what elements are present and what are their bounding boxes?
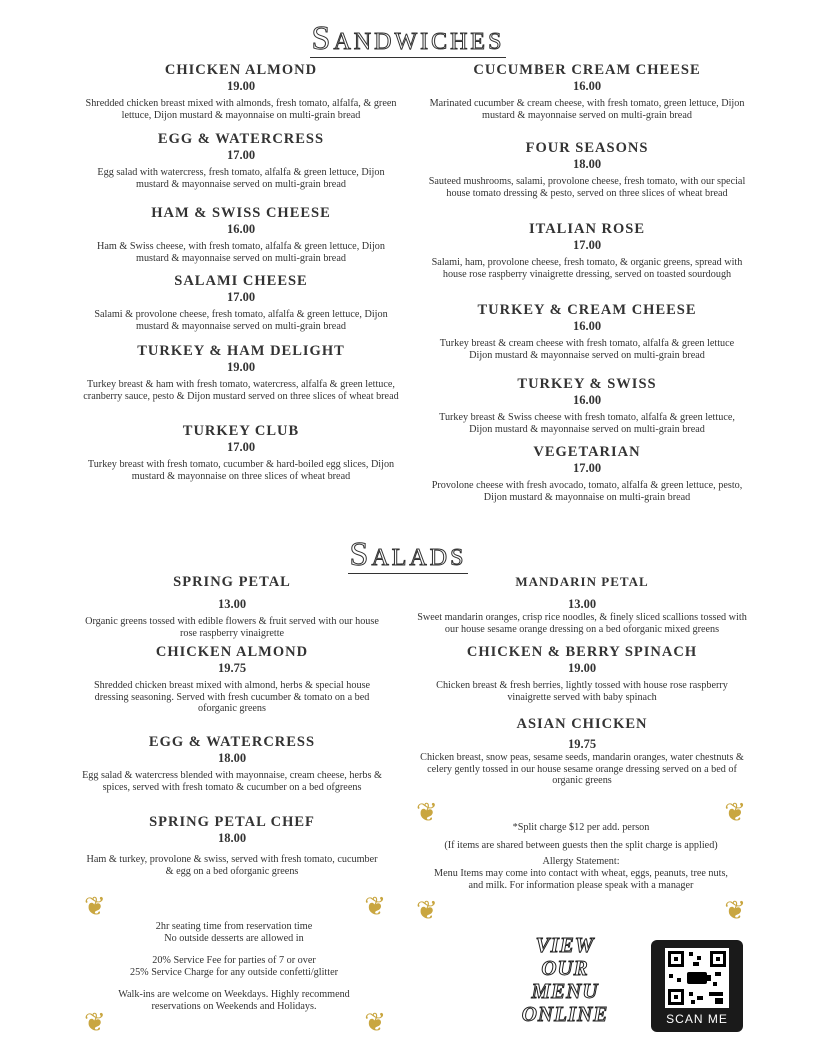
menu-item [82, 205, 400, 264]
menu-item [82, 734, 382, 793]
menu-item [82, 131, 400, 190]
item-description: Salami, ham, provolone cheese, fresh tomato, & organic greens, spread with house rose raspberry vinaigrette dressing, served on toasted sourdough [431, 257, 743, 280]
item-price: 16.00 [226, 222, 256, 236]
item-description: Ham & turkey, provolone & swiss, served with fresh tomato, cucumber & egg on a bed oforganic greens [86, 854, 378, 877]
item-description: Sauteed mushrooms, salami, provolone cheese, fresh tomato, with our special house tomato dressing & pesto, served on three slices of wheat bread [428, 176, 746, 199]
item-description: Chicken breast, snow peas, sesame seeds, mandarin oranges, water chestnuts & celery gently tossed in our house sesame orange dressing served on a bed of organic greens [420, 752, 744, 786]
item-name: TURKEY & CREAM CHEESE [477, 302, 697, 318]
item-description: Salami & provolone cheese, fresh tomato, alfalfa & green lettuce, Dijon mustard & mayonnaise served on multi-grain bread [94, 309, 388, 332]
item-name: SPRING PETAL [173, 574, 291, 590]
split-charge-text: *Split charge $12 per add. person [512, 822, 650, 833]
menu-item [82, 574, 382, 639]
ornament-corner-icon: ❦ [416, 798, 438, 827]
menu-item [428, 221, 746, 280]
item-price: 19.75 [217, 661, 247, 675]
qr-code-badge[interactable] [651, 940, 743, 1032]
item-description: Turkey breast & Swiss cheese with fresh tomato, alfalfa & green lettuce, Dijon mustard & mayonnaise served on multi-grain bread [439, 412, 735, 435]
item-description: Chicken breast & fresh berries, lightly tossed with house rose raspberry vinaigrette served with baby spinach [436, 680, 728, 703]
ornament-corner-icon: ❦ [364, 892, 386, 921]
menu-item [82, 273, 400, 332]
confetti-charge-text: 25% Service Charge for any outside confetti/glitter [129, 967, 339, 978]
menu-item [82, 644, 382, 715]
menu-item [428, 140, 746, 199]
item-price: 19.00 [226, 360, 256, 374]
item-price: 17.00 [572, 461, 602, 475]
ornament-corner-icon: ❦ [724, 896, 746, 925]
menu-item [82, 62, 400, 121]
item-name: HAM & SWISS CHEESE [151, 205, 331, 221]
ornament-corner-icon: ❦ [724, 798, 746, 827]
menu-item [82, 814, 382, 877]
item-price: 19.00 [226, 79, 256, 93]
item-price: 13.00 [217, 597, 247, 611]
item-description: Shredded chicken breast mixed with almonds, fresh tomato, alfalfa, & green lettuce, Dijon mustard & mayonnaise on multi-grain bread [85, 98, 397, 121]
item-name: CUCUMBER CREAM CHEESE [473, 62, 701, 78]
item-name: VEGETARIAN [533, 444, 641, 460]
item-description: Organic greens tossed with edible flowers & fruit served with our house rose raspberry vinaigrette [85, 616, 379, 639]
scan-me-label: SCAN ME [666, 1012, 728, 1026]
item-description: Turkey breast & cream cheese with fresh tomato, alfalfa & green lettuce Dijon mustard & mayonnaise served on multi-grain bread [439, 338, 735, 361]
item-price: 17.00 [226, 290, 256, 304]
item-price: 16.00 [572, 393, 602, 407]
menu-item [414, 716, 750, 787]
menu-item [82, 343, 400, 402]
item-description: Marinated cucumber & cream cheese, with fresh tomato, green lettuce, Dijon mustard & mayonnaise served on multi-grain bread [429, 98, 745, 121]
item-name: SPRING PETAL CHEF [149, 814, 315, 830]
item-price: 18.00 [217, 831, 247, 845]
item-name: TURKEY CLUB [182, 423, 300, 439]
item-description: Provolone cheese with fresh avocado, tomato, alfalfa & green lettuce, pesto, Dijon mustard & mayonnaise on multi-grain bread [431, 480, 743, 503]
item-description: Egg salad & watercress blended with mayonnaise, cream cheese, herbs & spices, served with fresh tomato & cucumber on a bed ofgreens [82, 770, 382, 793]
salads-left-column [82, 574, 382, 894]
item-name: EGG & WATERCRESS [157, 131, 325, 147]
item-name: CHICKEN & BERRY SPINACH [466, 644, 698, 660]
menu-item [414, 574, 750, 635]
item-name: FOUR SEASONS [525, 140, 649, 156]
walk-ins-text: Walk-ins are welcome on Weekdays. Highly recommend reservations on Weekends and Holidays. [118, 989, 350, 1012]
item-name: SALAMI CHEESE [174, 273, 308, 289]
item-price: 17.00 [226, 148, 256, 162]
view-menu-online-text: VIEW OUR MENU ONLINE [521, 933, 609, 1026]
allergy-title: Allergy Statement: [542, 856, 620, 867]
salads-right-column [414, 574, 750, 804]
menu-item [414, 644, 750, 703]
item-price: 16.00 [572, 79, 602, 93]
item-description: Sweet mandarin oranges, crisp rice noodles, & finely sliced scallions tossed with our house sesame orange dressing on a bed oforganic mixed greens [417, 612, 747, 635]
menu-item [428, 62, 746, 121]
item-name: ASIAN CHICKEN [516, 716, 648, 732]
item-name: MANDARIN PETAL [515, 574, 649, 589]
item-name: CHICKEN ALMOND [155, 644, 309, 660]
menu-item [82, 423, 400, 482]
item-description: Egg salad with watercress, fresh tomato, alfalfa & green lettuce, Dijon mustard & mayonnaise served on multi-grain bread [97, 167, 385, 190]
menu-item [428, 302, 746, 361]
item-name: ITALIAN ROSE [528, 221, 646, 237]
notice-box-left [84, 894, 386, 1036]
item-price: 19.00 [567, 661, 597, 675]
ornament-corner-icon: ❦ [84, 892, 106, 921]
allergy-text: Menu Items may come into contact with wheat, eggs, peanuts, tree nuts, and milk. For information please speak with a manager [434, 868, 728, 891]
item-price: 18.00 [572, 157, 602, 171]
item-name: TURKEY & SWISS [517, 376, 657, 392]
item-description: Turkey breast & ham with fresh tomato, watercress, alfalfa & green lettuce, cranberry sauce, pesto & Dijon mustard served on three slices of wheat bread [83, 379, 399, 402]
sandwiches-title: Sandwiches [311, 20, 505, 57]
ornament-corner-icon: ❦ [84, 1008, 106, 1037]
item-name: EGG & WATERCRESS [148, 734, 316, 750]
item-description: Turkey breast with fresh tomato, cucumber & hard-boiled egg slices, Dijon mustard & mayonnaise on three slices of wheat bread [87, 459, 395, 482]
service-fee-text: 20% Service Fee for parties of 7 or over [152, 955, 316, 966]
item-name: TURKEY & HAM DELIGHT [137, 343, 345, 359]
ornament-corner-icon: ❦ [364, 1008, 386, 1037]
notice-box-right [416, 800, 746, 924]
item-price: 19.75 [567, 737, 597, 751]
item-price: 17.00 [226, 440, 256, 454]
seating-time-text: 2hr seating time from reservation time [155, 921, 313, 932]
item-price: 16.00 [572, 319, 602, 333]
sandwiches-left-column [82, 62, 400, 502]
item-price: 13.00 [567, 597, 597, 611]
item-price: 17.00 [572, 238, 602, 252]
qr-code-icon [665, 948, 729, 1008]
split-charge-note: (If items are shared between guests then the split charge is applied) [444, 840, 718, 851]
menu-item [428, 444, 746, 503]
item-name: CHICKEN ALMOND [164, 62, 318, 78]
salads-title: Salads [349, 536, 467, 573]
item-description: Ham & Swiss cheese, with fresh tomato, alfalfa & green lettuce, Dijon mustard & mayonnaise served on multi-grain bread [97, 241, 385, 264]
menu-item [428, 376, 746, 435]
item-price: 18.00 [217, 751, 247, 765]
ornament-corner-icon: ❦ [416, 896, 438, 925]
sandwiches-right-column [428, 62, 746, 502]
outside-desserts-text: No outside desserts are allowed in [164, 933, 304, 944]
item-description: Shredded chicken breast mixed with almond, herbs & special house dressing seasoning. Served with fresh cucumber & tomato on a bed oforganic greens [93, 680, 371, 714]
